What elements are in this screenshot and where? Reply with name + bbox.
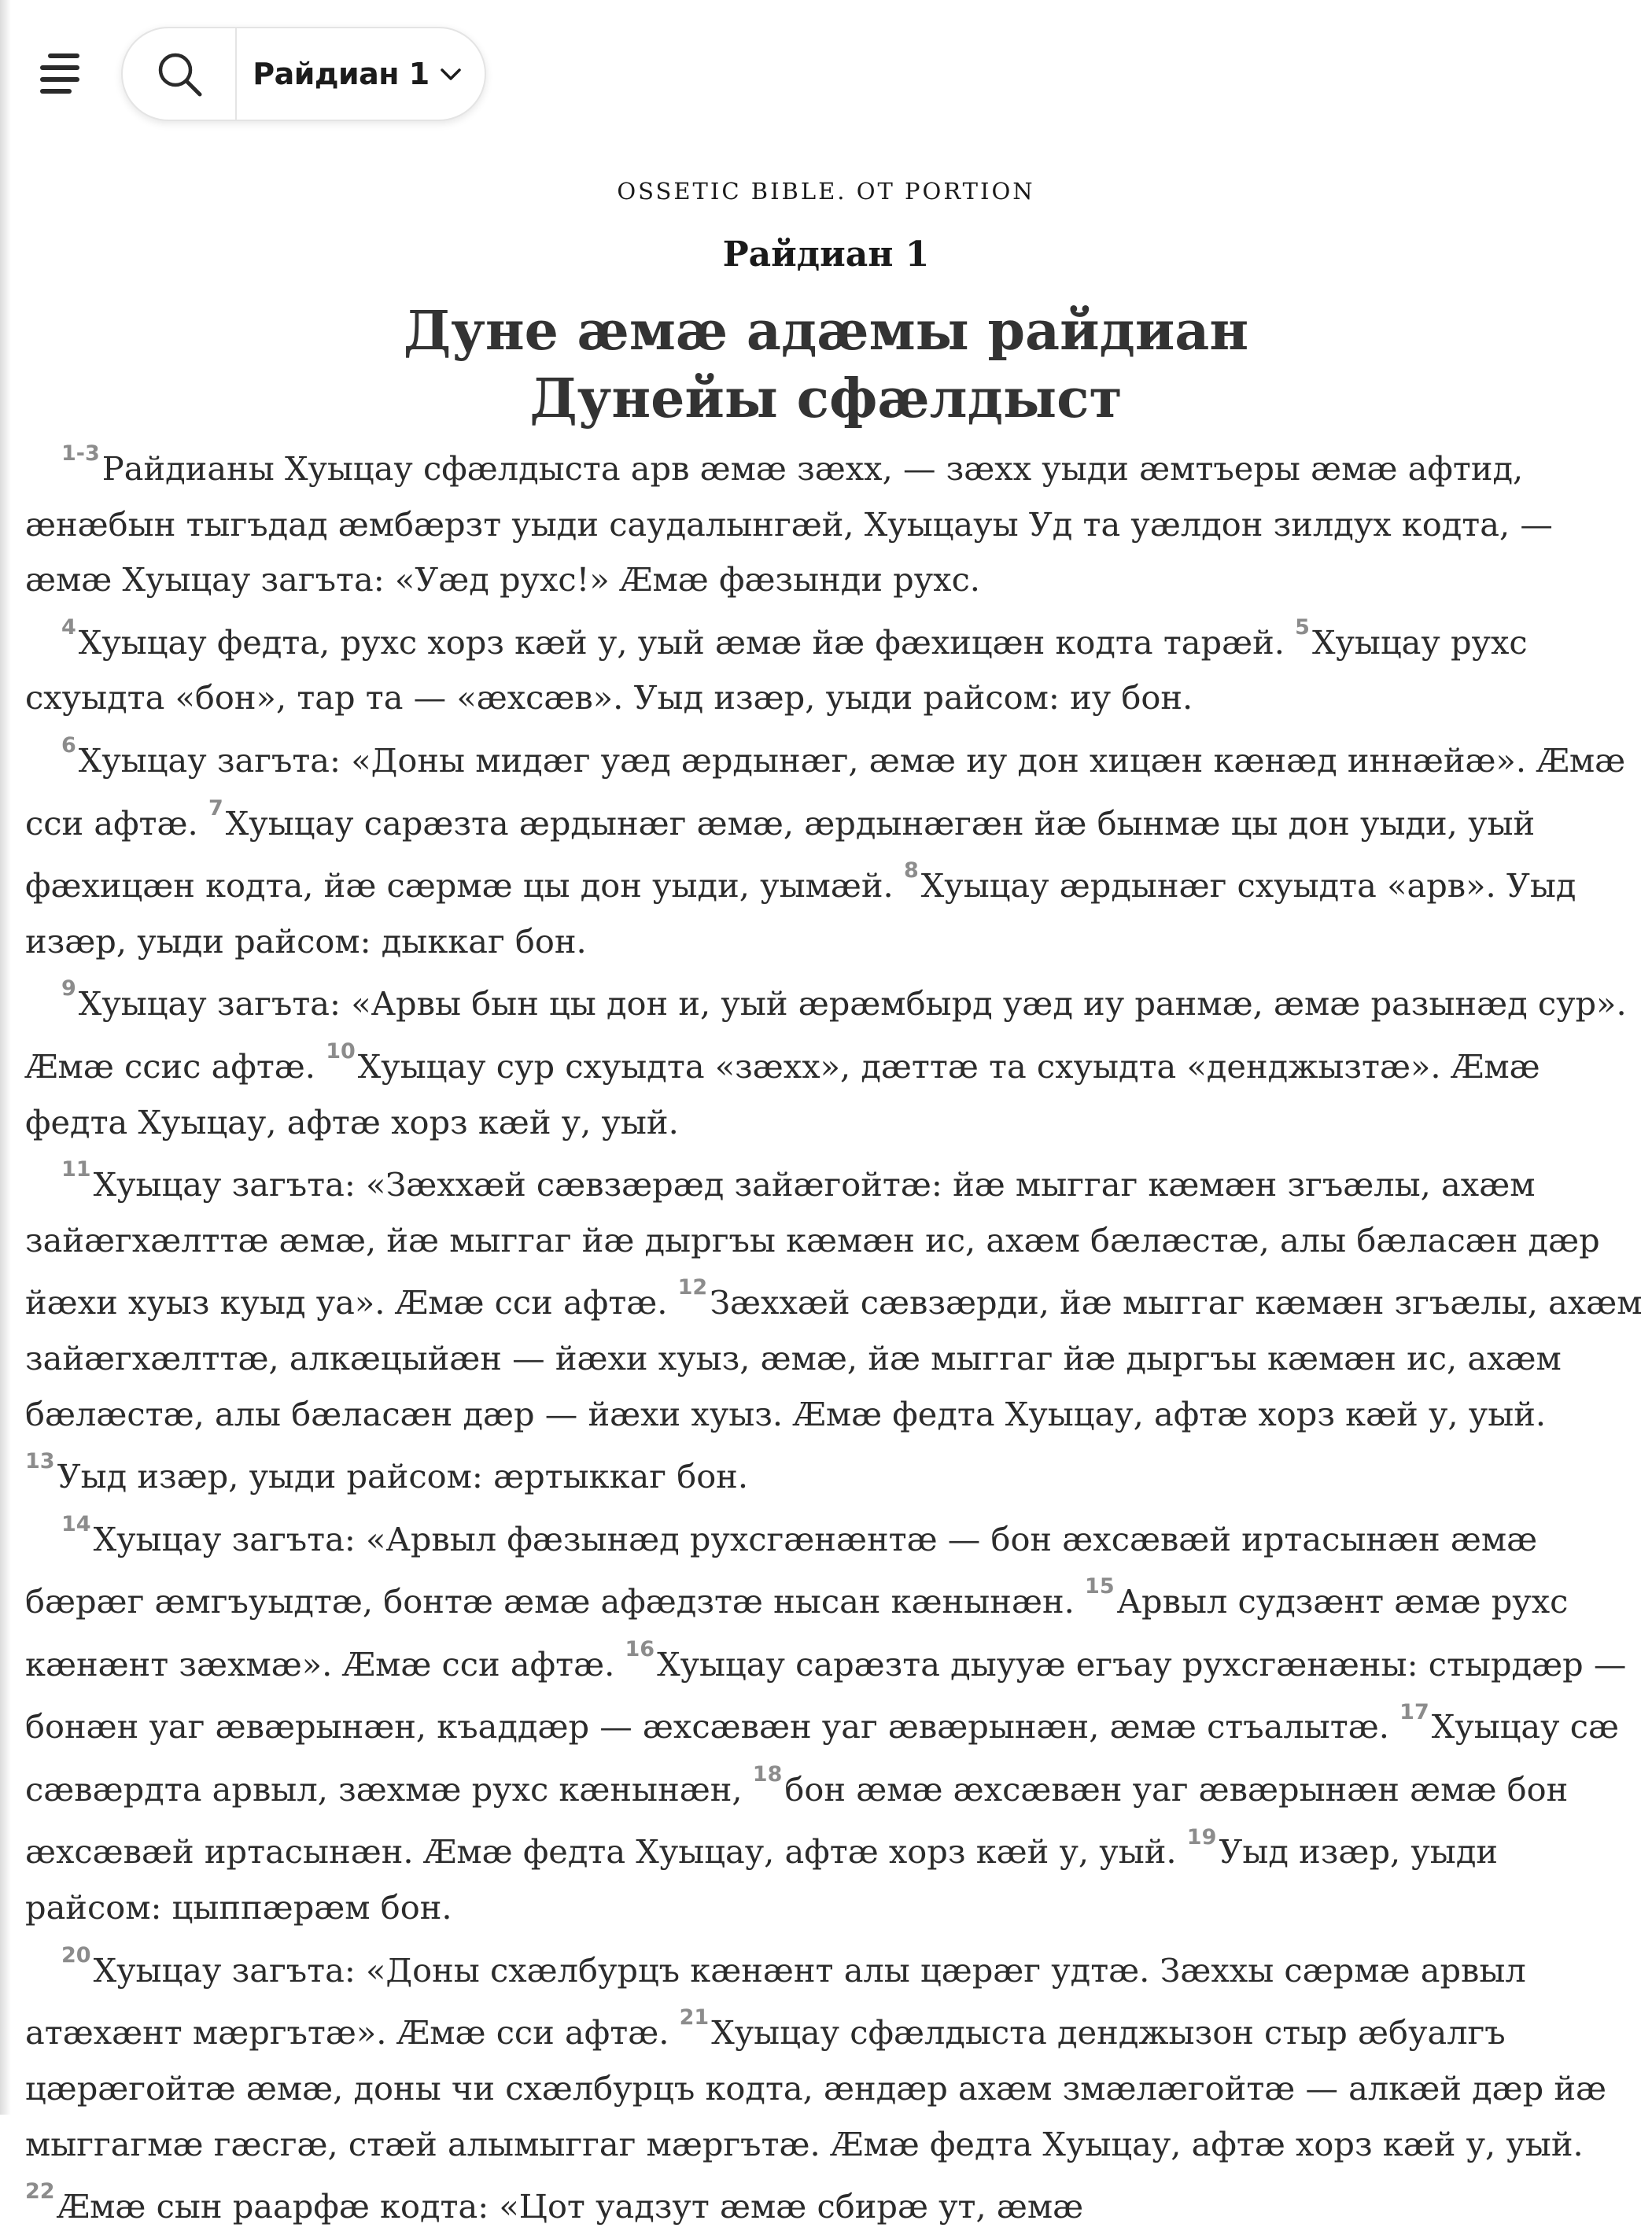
verse[interactable] (25, 2179, 1084, 2226)
section-heading (0, 297, 1652, 433)
chapter-selector[interactable] (237, 28, 485, 120)
verse-text: Хуыцау сæ сæвæрдта арвыл, зæхмæ рухс кæнынæн, (25, 1707, 1620, 1809)
paragraph (25, 608, 1643, 726)
verse-text: Хуыцау сарæзта дыууæ егъау рухсгæнæны: стырдæр — бонæн уаг æвæрынæн, къаддæр — æхсæвæн уаг æвæрынæн, æмæ стъалытæ. (25, 1644, 1627, 1746)
section-heading-line-2: Дунейы сфæлдыст (529, 367, 1123, 430)
verse-number: 18 (752, 1762, 783, 1787)
verse-text: Хуыцау æрдынæг схуыдта «арв». Уыд изæр, уыди райсом: дыккаг бон. (25, 866, 1576, 961)
paragraph (25, 1505, 1643, 1936)
verse-text: Хуыцау загъта: «Арвы бын цы дон и, уый æрæмбырд уæд иу ранмæ, æмæ разынæд сур». Æмæ ссис афтæ. (25, 984, 1627, 1086)
verse-number: 19 (1186, 1824, 1217, 1850)
paragraph (25, 434, 1643, 608)
verse-number: 5 (1295, 614, 1310, 640)
paragraph (25, 1150, 1643, 1505)
running-head: OSSETIC BIBLE. OT PORTION (617, 178, 1035, 205)
menu-icon (35, 49, 85, 99)
menu-button[interactable] (31, 46, 88, 102)
verse-text: Хуыцау сарæзта æрдынæг æмæ, æрдынæгæн йæ бынмæ цы дон уыди, уый фæхицæн кодта, йæ сæрмæ цы дон уыди, уымæй. (25, 803, 1536, 905)
verse-text: Хуыцау федта, рухс хорз кæй у, уый æмæ йæ фæхицæн кодта тарæй. (78, 622, 1285, 662)
chapter-title: Райдиан 1 (722, 234, 930, 275)
verse-text: Хуыцау загъта: «Арвыл фæзынæд рухсгæнæнтæ — бон æхсæвæй иртасынæн æмæ бæрæг æмгъуыдтæ, бонтæ æмæ афæдзтæ нысан кæнынæн. (25, 1519, 1538, 1621)
reader-toolbar-pill (121, 27, 486, 121)
verse-text: Хуыцау загъта: «Доны мидæг уæд æрдынæг, æмæ иу дон хицæн кæнæд иннæйæ». Æмæ сси афтæ. (25, 741, 1626, 843)
verse-text: Райдианы Хуыцау сфæлдыста арв æмæ зæхх, — зæхх уыди æмтъеры æмæ афтид, æнæбын тыгъдад æмбæрзт уыди саудалынгæй, Хуыцауы Уд та уæлдон зилдух кодта, — æмæ Хуыцау загъта: «Уæд рухс!» Æмæ фæзынди рухс. (25, 448, 1553, 599)
verse-text: Хуыцау рухс схуыдта «бон», тар та — «æхсæв». Уыд изæр, уыди райсом: иу бон. (25, 622, 1528, 717)
verse-text: Хуыцау сур схуыдта «зæхх», дæттæ та схуыдта «денджызтæ». Æмæ федта Хуыцау, афтæ хорз кæй у, уый. (25, 1046, 1540, 1141)
paragraph (25, 726, 1643, 969)
verse-text: Æмæ сын раарфæ кодта: «Цот уадзут æмæ сбирæ ут, æмæ (57, 2187, 1084, 2226)
verse-number: 12 (677, 1275, 708, 1300)
verse-number: 7 (208, 795, 223, 821)
verse-text: Арвыл судзæнт æмæ рухс кæнæнт зæхмæ». Æмæ сси афтæ. (25, 1582, 1569, 1684)
verse-number: 20 (61, 1942, 91, 1968)
paragraph (25, 969, 1643, 1150)
verse-number: 8 (903, 858, 919, 883)
verse-number: 17 (1399, 1699, 1429, 1724)
chapter-selector-label: Райдиан 1 (253, 57, 430, 91)
verse[interactable] (61, 614, 1285, 662)
verse-text: Уыд изæр, уыди райсом: æртыккаг бон. (57, 1457, 749, 1496)
verse-number: 10 (326, 1039, 356, 1064)
verse-number: 9 (61, 976, 76, 1001)
search-button[interactable] (123, 28, 237, 120)
verse-text: Хуыцау сфæлдыста денджызон стыр æбуалгъ цæрæгойтæ æмæ, доны чи схæлбурцъ кодта, æндæр ахæм змæлæгойтæ — алкæй дæр йæ мыггагмæ гæсгæ, стæй алымыггаг мæргътæ. Æмæ федта Хуыцау, афтæ хорз кæй у, уый. (25, 2013, 1607, 2163)
search-icon (154, 49, 205, 99)
verse-number: 16 (625, 1637, 655, 1661)
verse-text: Уыд изæр, уыди райсом: цыппæрæм бон. (25, 1832, 1499, 1927)
section-heading-line-1: Дуне æмæ адæмы райдиан (403, 300, 1249, 363)
verse-number: 4 (61, 614, 76, 640)
verse-number: 13 (25, 1449, 55, 1474)
chapter-text (25, 434, 1643, 2235)
verse-number: 22 (25, 2179, 55, 2204)
paragraph (25, 1936, 1643, 2235)
verse-number: 6 (61, 733, 76, 758)
verse-text: Хуыцау загъта: «Доны схæлбурцъ кæнæнт алы цæрæг удтæ. Зæххы сæрмæ арвыл атæхæнт мæргътæ». Æмæ сси афтæ. (25, 1950, 1526, 2052)
chevron-down-icon (439, 62, 463, 86)
verse-text: бон æмæ æхсæвæн уаг æвæрынæн æмæ бон æхсæвæй иртасынæн. Æмæ федта Хуыцау, афтæ хорз кæй у, уый. (25, 1769, 1569, 1872)
verse-number: 15 (1085, 1574, 1115, 1599)
verse-text: Зæххæй сæвзæрди, йæ мыггаг кæмæн згъæлы, ахæм зайæгхæлттæ, алкæцыйæн — йæхи хуыз, æмæ, йæ мыггаг йæ дыргъы кæмæн ис, ахæм бæлæстæ, алы бæласæн дæр — йæхи хуыз. Æмæ федта Хуыцау, афтæ хорз кæй у, уый. (25, 1283, 1643, 1433)
verse-number: 14 (61, 1511, 91, 1536)
verse-number: 21 (679, 2005, 710, 2030)
verse[interactable] (25, 441, 1553, 599)
verse[interactable] (25, 1449, 749, 1496)
verse-number: 1-3 (61, 441, 100, 466)
verse-text: Хуыцау загъта: «Зæххæй сæвзæрæд зайæгойтæ: йæ мыггаг кæмæн згъæлы, ахæм зайæгхæлттæ æмæ, йæ мыггаг йæ дыргъы кæмæн ис, ахæм бæлæстæ, алы бæласæн дæр йæхи хуыз куыд уа». Æмæ сси афтæ. (25, 1165, 1600, 1322)
verse-number: 11 (61, 1157, 91, 1182)
